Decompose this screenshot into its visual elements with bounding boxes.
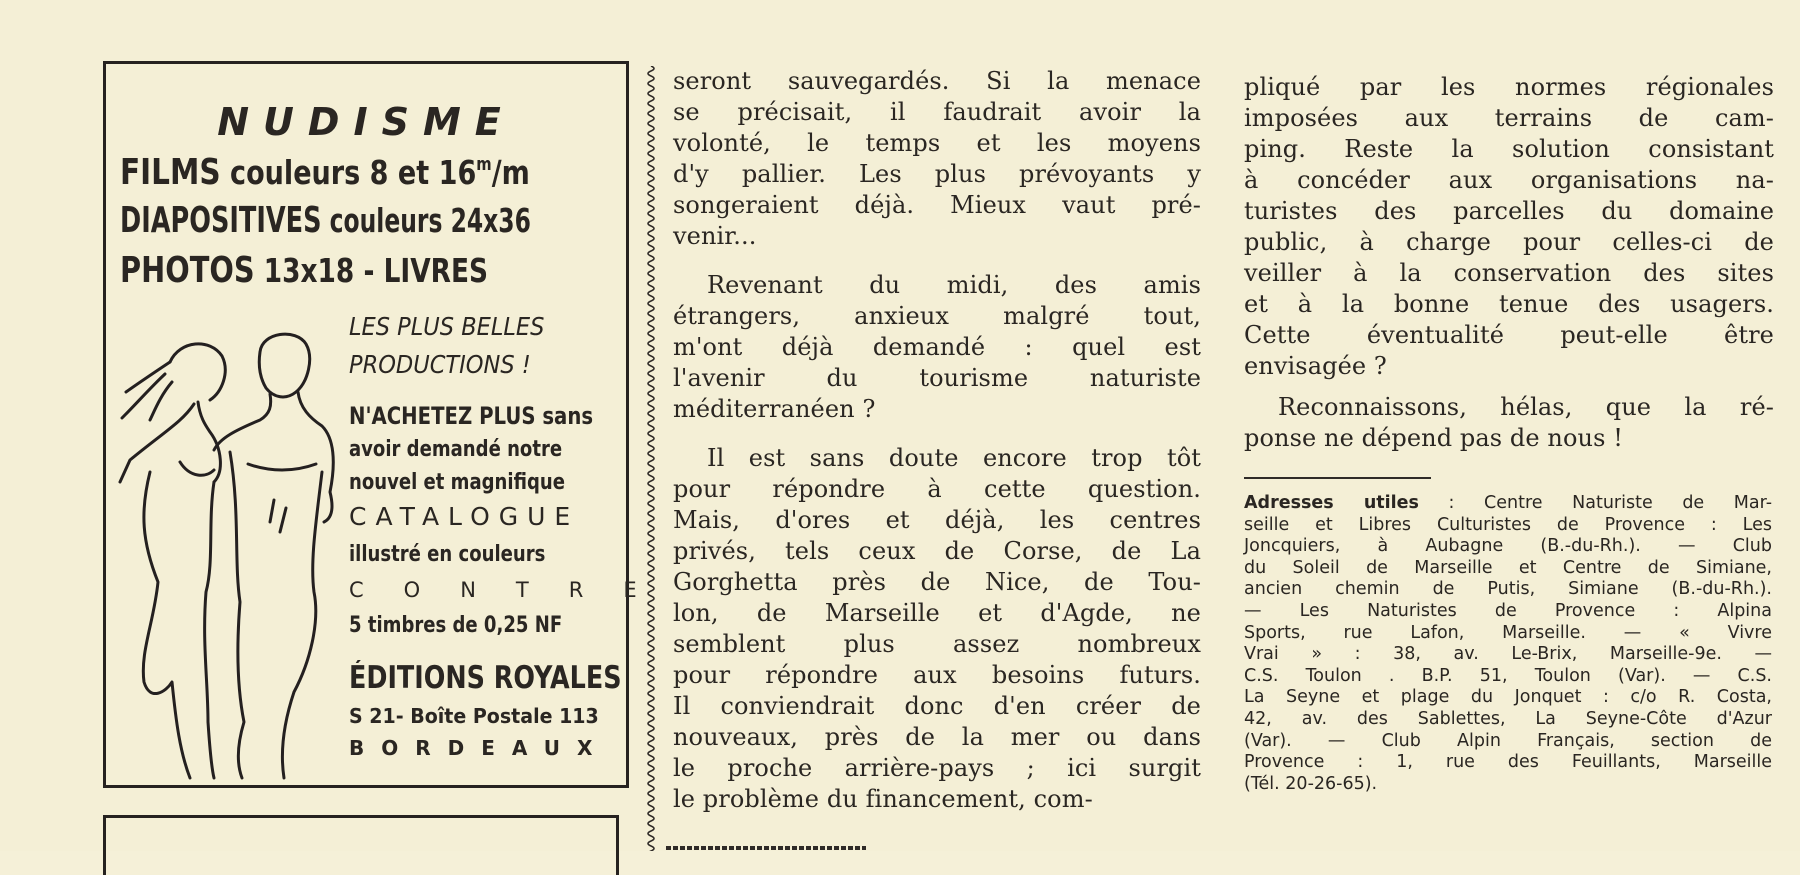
zigzag-column-rule — [644, 66, 658, 851]
woman-left-side — [143, 472, 190, 778]
ad-slides-label: DIAPOSITIVES — [120, 200, 322, 241]
text-line: méditerranéen ? — [673, 395, 876, 423]
text-line: Revenant du midi, des amis — [707, 271, 1201, 299]
ad-address: S 21- Boîte Postale 113 — [349, 704, 599, 728]
text-line: m'ont déjà demandé : quel est — [673, 333, 1201, 361]
paragraph — [1244, 72, 1774, 382]
ad-tagline-2: PRODUCTIONS ! — [349, 350, 531, 379]
text-line: le problème du financement, com- — [673, 785, 1093, 813]
text-line: étrangers, anxieux malgré tout, — [673, 302, 1201, 330]
text-line: à concéder aux organisations na- — [1244, 166, 1774, 194]
text-line: semblent plus assez nombreux — [673, 630, 1201, 658]
text-line: seront sauvegardés. Si la menace — [673, 67, 1201, 95]
ad-offer-1: N'ACHETEZ PLUS sans — [349, 402, 594, 430]
text-line: volonté, le temps et les moyens — [673, 129, 1201, 157]
ad-contre: CONTRE — [349, 578, 677, 602]
note-line: Vrai » : 38, av. Le-Brix, Marseille-9e. — — [1244, 644, 1772, 665]
ad-photos-label: PHOTOS — [120, 250, 255, 291]
text-line: envisagée ? — [1244, 352, 1387, 380]
advertisement-box — [103, 61, 677, 788]
text-line: Cette éventualité peut-elle être — [1244, 321, 1774, 349]
ad-films-text: couleurs 8 et 16 — [220, 153, 477, 192]
man-abs — [270, 500, 286, 532]
text-line: ping. Reste la solution consistant — [1244, 135, 1774, 163]
ad-offer-7: 5 timbres de 0,25 NF — [349, 613, 563, 638]
text-line: privés, tels ceux de Corse, de La — [673, 537, 1201, 565]
text-line: turistes des parcelles du domaine — [1244, 197, 1774, 225]
note-line: seille et Libres Culturistes de Provence : Les — [1244, 514, 1772, 535]
woman-right-side — [205, 482, 214, 778]
note-line: Provence : 1, rue des Feuillants, Marseille — [1244, 752, 1772, 773]
text-line: Reconnaissons, hélas, que la ré- — [1278, 393, 1774, 421]
text-line: imposées aux terrains de cam- — [1244, 104, 1774, 132]
text-line: nouveaux, près de la mer ou dans — [673, 723, 1201, 751]
text-line: Il est sans doute encore trop tôt — [707, 444, 1201, 472]
ad-offer-3: nouvel et magnifique — [349, 470, 565, 495]
note-label: Adresses utiles — [1244, 493, 1419, 513]
note-line: 42, av. des Sablettes, La Seyne-Côte d'Azur — [1244, 708, 1772, 729]
text-line: venir... — [673, 222, 757, 250]
useful-addresses-note — [1244, 493, 1772, 795]
ad-slides-line — [120, 200, 531, 241]
note-line: (Tél. 20-26-65). — [1244, 773, 1378, 794]
ad-films-line — [120, 152, 530, 193]
ad-photos-line — [120, 250, 515, 291]
ad-city: BORDEAUX — [349, 736, 610, 760]
man-chest — [248, 464, 316, 470]
article-column-2 — [673, 66, 1201, 815]
man-left-side — [230, 452, 244, 778]
text-line: veiller à la conservation des sites — [1244, 259, 1774, 287]
ad-photos-text: 13x18 - LIVRES — [254, 251, 489, 290]
note-line — [1244, 493, 1772, 515]
note-line: Joncquiers, à Aubagne (B.-du-Rh.). — Club — [1244, 536, 1772, 557]
note-line: ancien chemin de Putis, Simiane (B.-du-Rh.). — [1244, 579, 1772, 600]
paragraph — [673, 270, 1201, 425]
woman-torso — [120, 402, 220, 482]
ad-slides-text: couleurs 24x36 — [321, 201, 531, 240]
text-line: Gorghetta près de Nice, de Tou- — [673, 568, 1201, 596]
man-right-side — [282, 472, 322, 778]
text-line: d'y pallier. Les plus prévoyants y — [673, 160, 1201, 188]
notes-separator — [1244, 477, 1431, 479]
dashed-rule — [666, 846, 866, 850]
ad-offer-5: illustré en couleurs — [349, 542, 546, 567]
woman-hair — [122, 362, 172, 420]
note-first-text: : Centre Naturiste de Mar- — [1418, 493, 1773, 513]
text-line: public, à charge pour celles-ci de — [1244, 228, 1774, 256]
note-line: (Var). — Club Alpin Français, section de — [1244, 730, 1772, 751]
woman-head — [170, 344, 225, 400]
ad-publisher: ÉDITIONS ROYALES — [349, 660, 622, 696]
text-line: Mais, d'ores et déjà, les centres — [673, 506, 1201, 534]
ad-offer-2: avoir demandé notre — [349, 437, 563, 462]
ad-films-label: FILMS — [120, 152, 221, 193]
text-line: et à la bonne tenue des usagers. — [1244, 290, 1774, 318]
ad-title: NUDISME — [217, 100, 515, 144]
text-line: le proche arrière-pays ; ici surgit — [673, 754, 1201, 782]
ad-films-sup: m — [476, 154, 492, 175]
second-ad-box — [103, 815, 619, 875]
text-line: pour répondre à cette question. — [673, 475, 1201, 503]
text-line: se précisait, il faudrait avoir la — [673, 98, 1201, 126]
text-line: pliqué par les normes régionales — [1244, 73, 1774, 101]
note-line: du Soleil de Marseille et Centre de Simiane, — [1244, 557, 1772, 578]
text-line: pour répondre aux besoins futurs. — [673, 661, 1201, 689]
note-line: La Seyne et plage du Jonquet : c/o R. Costa, — [1244, 687, 1772, 708]
woman-chest — [180, 462, 214, 475]
ad-catalogue: CATALOGUE — [349, 502, 580, 531]
ad-films-tail: /m — [491, 153, 530, 192]
text-line: ponse ne dépend pas de nous ! — [1244, 424, 1623, 452]
figures-illustration — [110, 322, 345, 782]
note-line: C.S. Toulon . B.P. 51, Toulon (Var). — C.S. — [1244, 665, 1772, 686]
paragraph — [673, 66, 1201, 252]
text-line: songeraient déjà. Mieux vaut pré- — [673, 191, 1201, 219]
paragraph — [673, 443, 1201, 815]
zigzag-line — [648, 66, 654, 851]
paragraph — [1244, 392, 1774, 454]
note-line: Sports, rue Lafon, Marseille. — « Vivre — [1244, 622, 1772, 643]
text-line: l'avenir du tourisme naturiste — [673, 364, 1201, 392]
note-line: — Les Naturistes de Provence : Alpina — [1244, 600, 1772, 621]
text-line: lon, de Marseille et d'Agde, ne — [673, 599, 1201, 627]
article-column-3 — [1244, 72, 1774, 454]
ad-tagline-1: LES PLUS BELLES — [349, 312, 545, 341]
text-line: Il conviendrait donc d'en créer de — [673, 692, 1201, 720]
man-head — [259, 334, 309, 397]
